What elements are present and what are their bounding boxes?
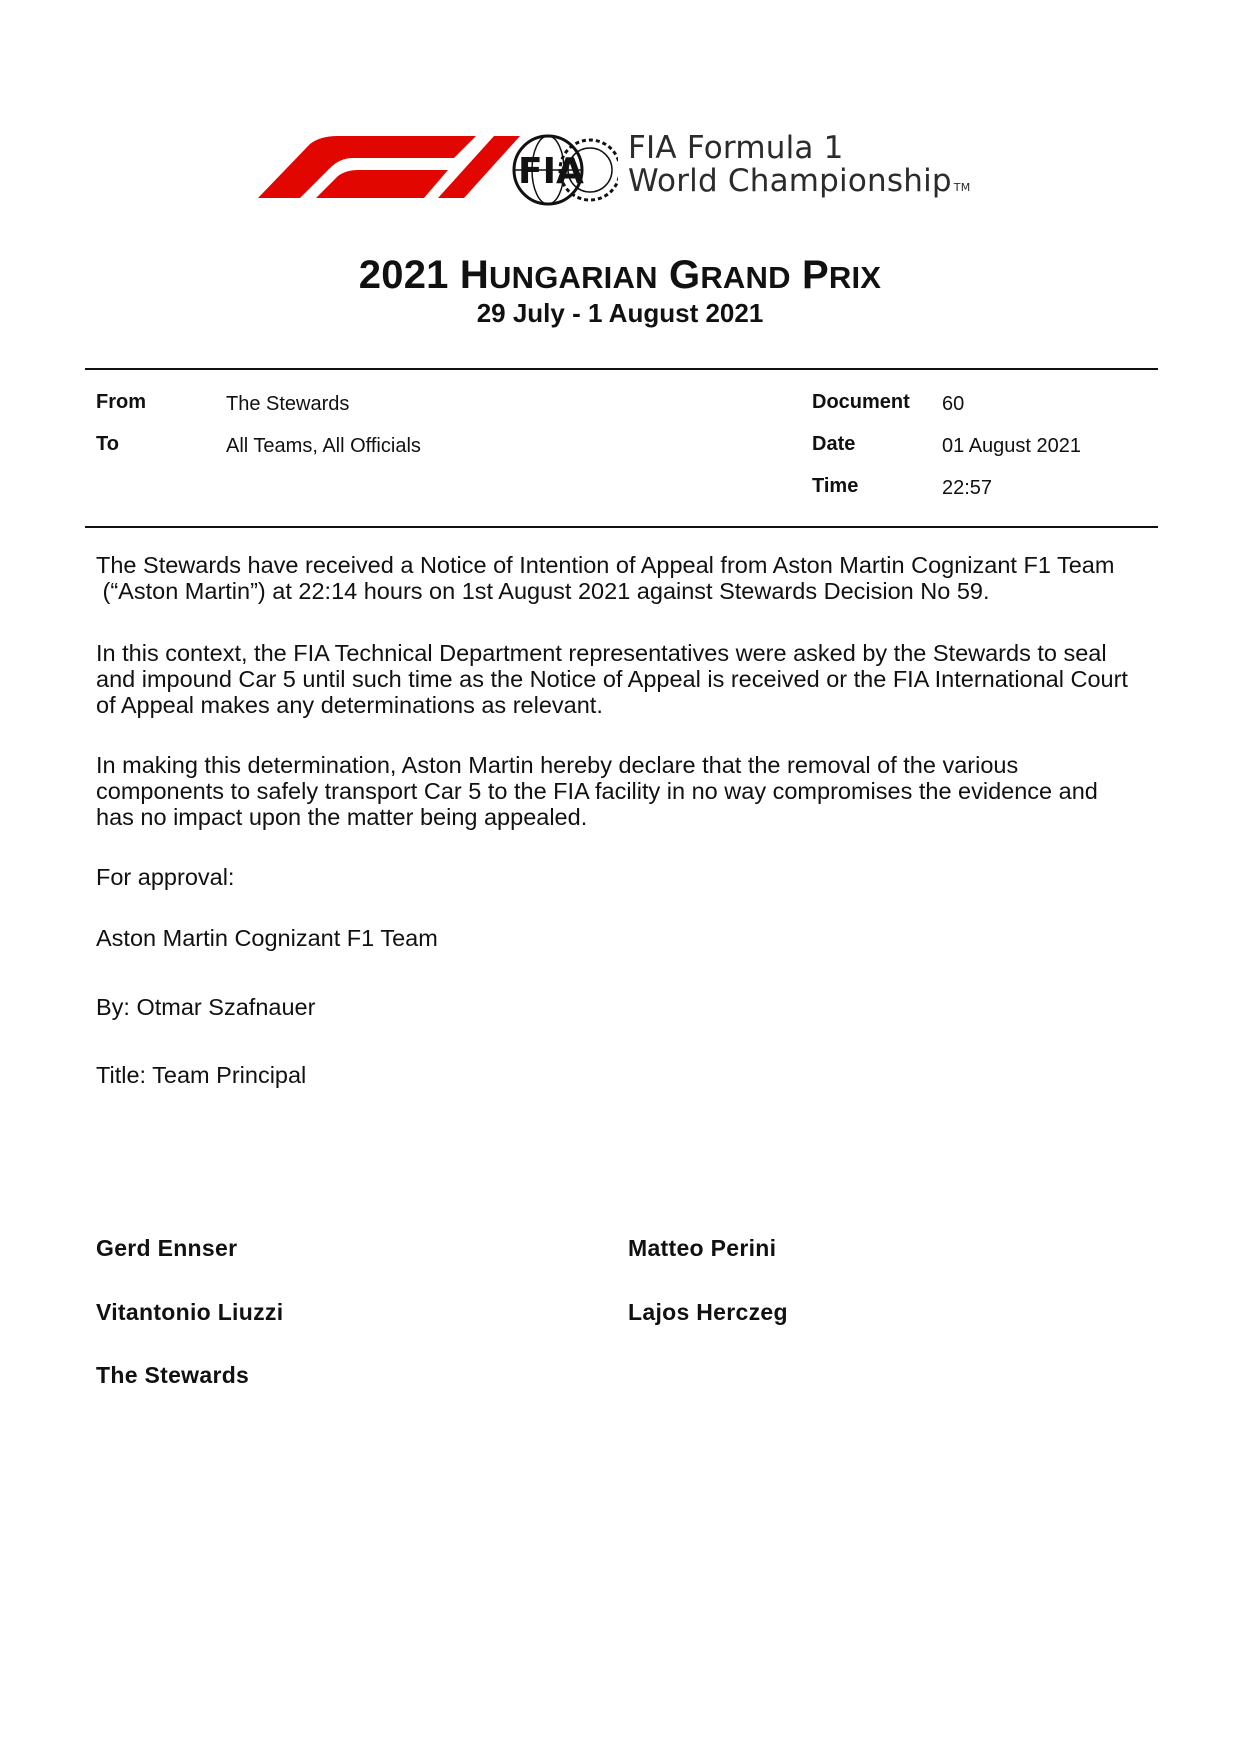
header-logo [258,128,1018,210]
steward-name: Gerd Ennser [96,1235,238,1261]
divider-top [85,368,1158,370]
from-value: The Stewards [226,393,350,415]
stewards-closing: The Stewards [96,1362,250,1388]
fia-logo-text: FIA [518,151,584,192]
event-word-1: HUNGARIAN [459,253,658,297]
team-name: Aston Martin Cognizant F1 Team [96,925,438,951]
steward-name: Lajos Herczeg [628,1299,788,1325]
brand-line1: FIA Formula 1 [628,130,844,166]
paragraph-line: of Appeal makes any determinations as relevant. [96,692,603,718]
event-word-2: GRAND [669,253,791,297]
from-label: From [96,391,146,413]
event-title [0,252,1240,301]
paragraph-line: In making this determination, Aston Martin hereby declare that the removal of the various [96,752,1019,778]
to-label: To [96,433,119,455]
time-label: Time [812,475,859,497]
paragraph-line: and impound Car 5 until such time as the Notice of Appeal is received or the FIA International Court [96,666,1128,692]
event-dates: 29 July - 1 August 2021 [476,298,764,328]
document-value: 60 [942,393,965,415]
paragraph-line: In this context, the FIA Technical Department representatives were asked by the Stewards to seal [96,640,1107,666]
signed-by: By: Otmar Szafnauer [96,994,316,1020]
f1-logo-icon [258,128,618,210]
paragraph-line: components to safely transport Car 5 to the FIA facility in no way compromises the evidence and [96,778,1098,804]
paragraph-line: has no impact upon the matter being appealed. [96,804,588,830]
document-label: Document [812,391,910,413]
paragraph-line: (“Aston Martin”) at 22:14 hours on 1st August 2021 against Stewards Decision No 59. [96,578,990,604]
date-value: 01 August 2021 [942,435,1082,457]
brand-line2 [628,165,1028,204]
steward-name: Matteo Perini [628,1235,777,1261]
divider-bottom [85,526,1158,528]
to-value: All Teams, All Officials [226,435,421,457]
date-label: Date [812,433,856,455]
trademark-mark: TM [953,181,971,194]
fia-globe-icon [514,136,618,204]
brand-text [628,132,1028,204]
event-year: 2021 [358,253,449,297]
steward-name: Vitantonio Liuzzi [96,1299,284,1325]
time-value: 22:57 [942,477,993,499]
approval-label: For approval: [96,864,235,890]
paragraph-impound [96,640,1156,718]
paragraph-appeal-notice [96,552,1156,604]
brand-line2-text: World Championship [628,163,952,199]
paragraph-line: The Stewards have received a Notice of Intention of Appeal from Aston Martin Cognizant F1 Team [96,552,1115,578]
paragraph-declaration [96,752,1156,830]
event-word-3: PRIX [802,253,882,297]
signer-title: Title: Team Principal [96,1062,307,1088]
